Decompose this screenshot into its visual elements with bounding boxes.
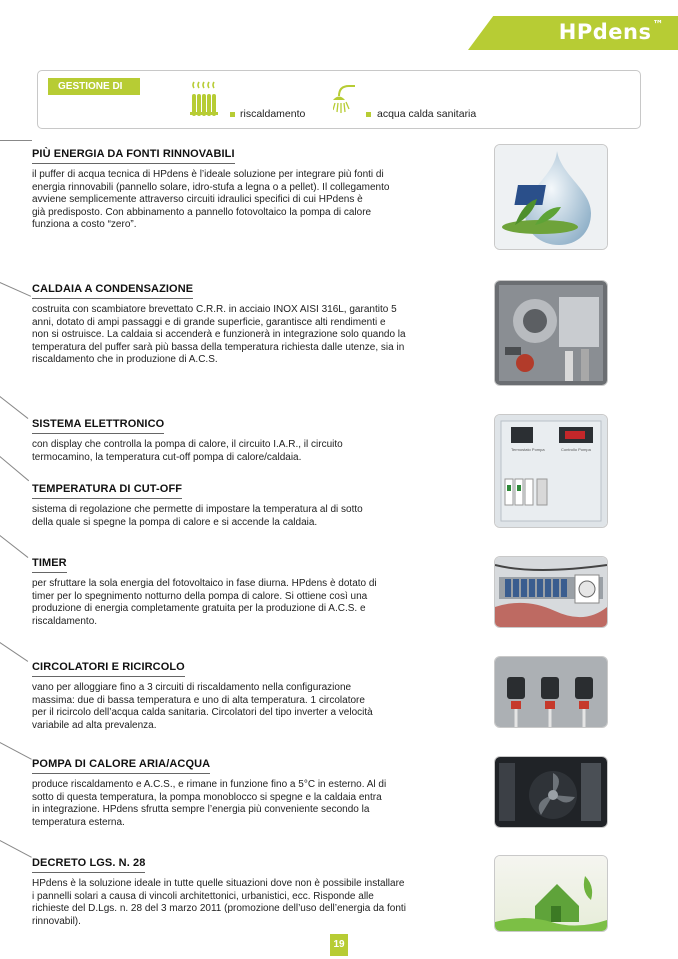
green-house-image bbox=[494, 855, 608, 932]
legend-bullet bbox=[230, 112, 235, 117]
connector-line bbox=[0, 535, 28, 558]
management-label: GESTIONE DI bbox=[48, 78, 140, 95]
connector-line bbox=[0, 642, 28, 662]
page-number: 19 bbox=[330, 934, 348, 956]
section-electronic bbox=[32, 414, 450, 464]
section-body: HPdens è la soluzione ideale in tutte quelle situazioni dove non è possibile installare i pannelli solari a causa di vincoli architettonici, urbanistici, ecc. Risponde alle richieste del D.Lgs. n. 28 del 3 marzo 2011 (promozione dell’uso dell’energia da fonti rinnovabil). bbox=[32, 878, 406, 927]
connector-line bbox=[0, 742, 32, 760]
connector-line bbox=[0, 840, 32, 858]
radiator-icon bbox=[190, 80, 220, 120]
section-boiler bbox=[32, 279, 450, 367]
section-body: produce riscaldamento e A.C.S., e rimane in funzione fino a 5°C in esterno. Al di sotto di questa temperatura, la pompa monoblocco si spegne e la caldaia entra in integrazione. HPdens sfrutta sempre l’energia più conveniente secondo la temperatura esterna. bbox=[32, 779, 387, 828]
section-timer bbox=[32, 553, 450, 628]
heat-pump-image bbox=[494, 756, 608, 828]
section-title: DECRETO LGS. N. 28 bbox=[32, 857, 145, 873]
section-title: CIRCOLATORI E RICIRCOLO bbox=[32, 661, 185, 677]
legend-heating: riscaldamento bbox=[240, 108, 306, 120]
section-body: sistema di regolazione che permette di impostare la temperatura al di sotto della quale si spegne la pompa di calore e si accende la caldaia. bbox=[32, 504, 363, 528]
timer-image bbox=[494, 556, 608, 628]
renewable-energy-image bbox=[494, 144, 608, 250]
section-decree bbox=[32, 853, 450, 928]
section-renewable bbox=[32, 144, 450, 232]
section-body: per sfruttare la sola energia del fotovoltaico in fase diurna. HPdens è dotato di timer per lo spegnimento notturno della pompa di calore. Si ottiene così una produzione di energia completamente gratuita per la produzione di A.C.S. e riscaldamento. bbox=[32, 578, 377, 627]
circulators-image bbox=[494, 656, 608, 728]
section-title: TEMPERATURA DI CUT-OFF bbox=[32, 483, 182, 499]
section-title: PIÙ ENERGIA DA FONTI RINNOVABILI bbox=[32, 148, 235, 164]
section-body: costruita con scambiatore brevettato C.R.R. in acciaio INOX AISI 316L, garantito 5 anni, dotato di ampi passaggi e di grande superficie, garantisce alti rendimenti e non si ostruisce. La caldaia si accenderà e funzionerà in integrazione solo quando la temperatura del puffer sarà più bassa della temperatura richiesta dalle utenze, sia in riscaldamento che in produzione di A.C.S. bbox=[32, 304, 406, 366]
section-title: TIMER bbox=[32, 557, 67, 573]
legend-hot-water: acqua calda sanitaria bbox=[377, 108, 477, 120]
section-title: CALDAIA A CONDENSAZIONE bbox=[32, 283, 193, 299]
section-heat-pump bbox=[32, 754, 450, 829]
shower-icon bbox=[333, 84, 363, 120]
section-cutoff bbox=[32, 479, 450, 529]
section-body: il puffer di acqua tecnica di HPdens è l’ideale soluzione per integrare più fonti di energia rinnovabili (pannello solare, idro-stufa a legna o a pellet). Il collegamento avviene semplicemente attraverso circuiti idraulici specifici di cui HPdens è già predisposto. Con abbinamento a pannello fotovoltaico la pompa di calore funziona a costo “zero”. bbox=[32, 169, 390, 231]
section-title: SISTEMA ELETTRONICO bbox=[32, 418, 164, 434]
panel-label-right: Controllo Pompa bbox=[561, 447, 591, 452]
control-panel-image bbox=[494, 414, 608, 528]
panel-label-left: Termostato Pompa bbox=[511, 447, 545, 452]
section-circulators bbox=[32, 657, 450, 732]
connector-line bbox=[0, 396, 28, 419]
section-body: vano per alloggiare fino a 3 circuiti di riscaldamento nella configurazione massima: due di bassa temperatura e uno di alta temperatura. 1 circolatore per il ricircolo dell’acqua calda sanitaria. Circolatori del tipo inverter a velocità variabile ad alta prevalenza. bbox=[32, 682, 373, 731]
connector-line bbox=[0, 140, 32, 141]
connector-line bbox=[0, 456, 29, 481]
connector-line bbox=[0, 282, 31, 297]
section-title: POMPA DI CALORE ARIA/ACQUA bbox=[32, 758, 210, 774]
boiler-image bbox=[494, 280, 608, 386]
brand-logo: HPdens™ bbox=[558, 18, 664, 44]
legend-bullet bbox=[366, 112, 371, 117]
section-body: con display che controlla la pompa di calore, il circuito I.A.R., il circuito termocamino, la temperatura cut-off pompa di calore/caldaia. bbox=[32, 439, 343, 463]
